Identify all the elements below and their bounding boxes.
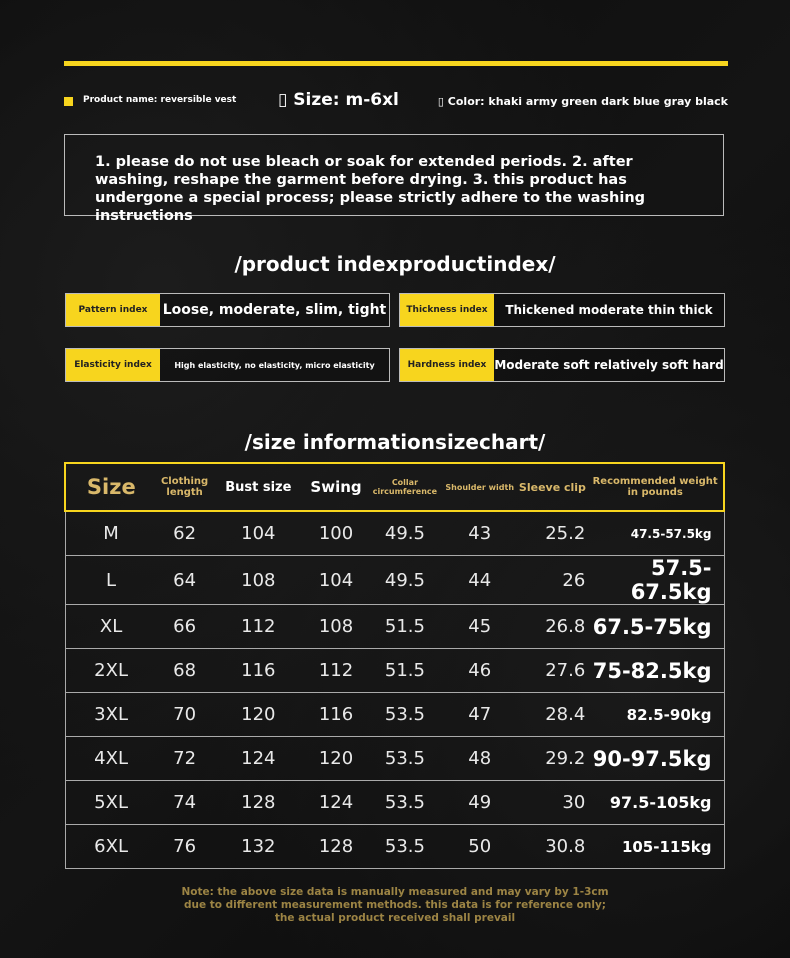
collar-cell: 53.5	[368, 693, 442, 737]
thickness-index-label: Thickness index	[400, 294, 494, 326]
product-index-title: /product indexproductindex/	[234, 252, 556, 276]
thickness-index-value: Thickened moderate thin thick	[505, 303, 713, 317]
table-row	[65, 511, 724, 556]
shoulder-cell: 43	[442, 511, 518, 556]
hardness-index-box	[399, 348, 725, 382]
table-row	[65, 605, 724, 649]
header-bust-size: Bust size	[213, 463, 305, 511]
sleeve-clip-cell: 28.4	[518, 693, 588, 737]
product-name: Product name: reversible vest	[83, 95, 237, 105]
swing-cell: 124	[304, 781, 368, 825]
header-size: Size	[65, 463, 157, 511]
collar-cell: 53.5	[368, 737, 442, 781]
clothing-length-cell: 64	[157, 556, 213, 605]
bust-size-cell: 108	[213, 556, 305, 605]
clothing-length-cell: 62	[157, 511, 213, 556]
hardness-index-label: Hardness index	[400, 349, 494, 381]
weight-cell: 47.5-57.5kg	[587, 511, 724, 556]
table-row	[65, 781, 724, 825]
bust-size-cell: 120	[213, 693, 305, 737]
shoulder-cell: 50	[442, 825, 518, 869]
header-collar-circumference: Collar circumference	[368, 463, 442, 511]
bust-size-cell: 116	[213, 649, 305, 693]
collar-cell: 51.5	[368, 649, 442, 693]
weight-cell: 90-97.5kg	[587, 737, 724, 781]
shoulder-cell: 48	[442, 737, 518, 781]
swing-cell: 100	[304, 511, 368, 556]
pattern-index-label: Pattern index	[66, 294, 160, 326]
clothing-length-cell: 72	[157, 737, 213, 781]
top-accent-bar	[64, 61, 728, 66]
clothing-length-cell: 76	[157, 825, 213, 869]
clothing-length-cell: 68	[157, 649, 213, 693]
pattern-index-value: Loose, moderate, slim, tight	[162, 302, 387, 318]
header-sleeve-clip: Sleeve clip	[518, 463, 588, 511]
swing-cell: 104	[304, 556, 368, 605]
table-row	[65, 737, 724, 781]
color-options: ▯ Color: khaki army green dark blue gray black	[437, 95, 728, 108]
size-cell: 5XL	[65, 781, 157, 825]
bust-size-cell: 104	[213, 511, 305, 556]
shoulder-cell: 45	[442, 605, 518, 649]
shoulder-cell: 49	[442, 781, 518, 825]
weight-cell: 97.5-105kg	[587, 781, 724, 825]
collar-cell: 53.5	[368, 781, 442, 825]
size-chart-header-row	[65, 463, 724, 511]
size-cell: XL	[65, 605, 157, 649]
size-chart-table	[64, 462, 725, 869]
size-cell: 6XL	[65, 825, 157, 869]
sleeve-clip-cell: 27.6	[518, 649, 588, 693]
bust-size-cell: 132	[213, 825, 305, 869]
care-instructions-text: 1. please do not use bleach or soak for extended periods. 2. after washing, reshape the garment before drying. 3. this product has undergone a special process; please strictly adhere to the washing instructions	[95, 154, 646, 224]
weight-cell: 82.5-90kg	[587, 693, 724, 737]
sleeve-clip-cell: 25.2	[518, 511, 588, 556]
elasticity-index-value: High elasticity, no elasticity, micro elasticity	[174, 360, 375, 370]
header-swing: Swing	[304, 463, 368, 511]
swing-cell: 112	[304, 649, 368, 693]
size-cell: 4XL	[65, 737, 157, 781]
collar-cell: 51.5	[368, 605, 442, 649]
header-clothing-length: Clothing length	[157, 463, 213, 511]
swing-cell: 116	[304, 693, 368, 737]
shoulder-cell: 47	[442, 693, 518, 737]
size-cell: L	[65, 556, 157, 605]
header-shoulder-width: Shoulder width	[442, 463, 518, 511]
swing-cell: 108	[304, 605, 368, 649]
clothing-length-cell: 70	[157, 693, 213, 737]
elasticity-index-label: Elasticity index	[66, 349, 160, 381]
shoulder-cell: 46	[442, 649, 518, 693]
sleeve-clip-cell: 30.8	[518, 825, 588, 869]
table-row	[65, 825, 724, 869]
collar-cell: 53.5	[368, 825, 442, 869]
clothing-length-cell: 66	[157, 605, 213, 649]
measurement-note: Note: the above size data is manually measured and may vary by 1-3cm due to different measurement methods. this data is for reference only; the actual product received shall prevail	[181, 886, 609, 924]
swing-cell: 128	[304, 825, 368, 869]
table-row	[65, 556, 724, 605]
size-range: ▯ Size: m-6xl	[278, 90, 399, 110]
pattern-index-box	[65, 293, 390, 327]
swing-cell: 120	[304, 737, 368, 781]
thickness-index-box	[399, 293, 725, 327]
product-meta-row	[64, 90, 728, 114]
hardness-index-value: Moderate soft relatively soft hard	[494, 358, 724, 372]
size-cell: 3XL	[65, 693, 157, 737]
elasticity-index-box	[65, 348, 390, 382]
weight-cell: 67.5-75kg	[587, 605, 724, 649]
sleeve-clip-cell: 26.8	[518, 605, 588, 649]
bullet-square-icon	[64, 97, 73, 106]
table-row	[65, 649, 724, 693]
care-instructions-box	[64, 134, 724, 224]
bust-size-cell: 112	[213, 605, 305, 649]
table-row	[65, 693, 724, 737]
weight-cell: 105-115kg	[587, 825, 724, 869]
size-cell: M	[65, 511, 157, 556]
clothing-length-cell: 74	[157, 781, 213, 825]
collar-cell: 49.5	[368, 556, 442, 605]
size-cell: 2XL	[65, 649, 157, 693]
weight-cell: 75-82.5kg	[587, 649, 724, 693]
size-chart-title: /size informationsizechart/	[244, 430, 546, 454]
shoulder-cell: 44	[442, 556, 518, 605]
bust-size-cell: 128	[213, 781, 305, 825]
collar-cell: 49.5	[368, 511, 442, 556]
sleeve-clip-cell: 29.2	[518, 737, 588, 781]
weight-cell: 57.5-67.5kg	[587, 556, 724, 605]
header-recommended-weight: Recommended weight in pounds	[587, 463, 724, 511]
sleeve-clip-cell: 30	[518, 781, 588, 825]
bust-size-cell: 124	[213, 737, 305, 781]
sleeve-clip-cell: 26	[518, 556, 588, 605]
